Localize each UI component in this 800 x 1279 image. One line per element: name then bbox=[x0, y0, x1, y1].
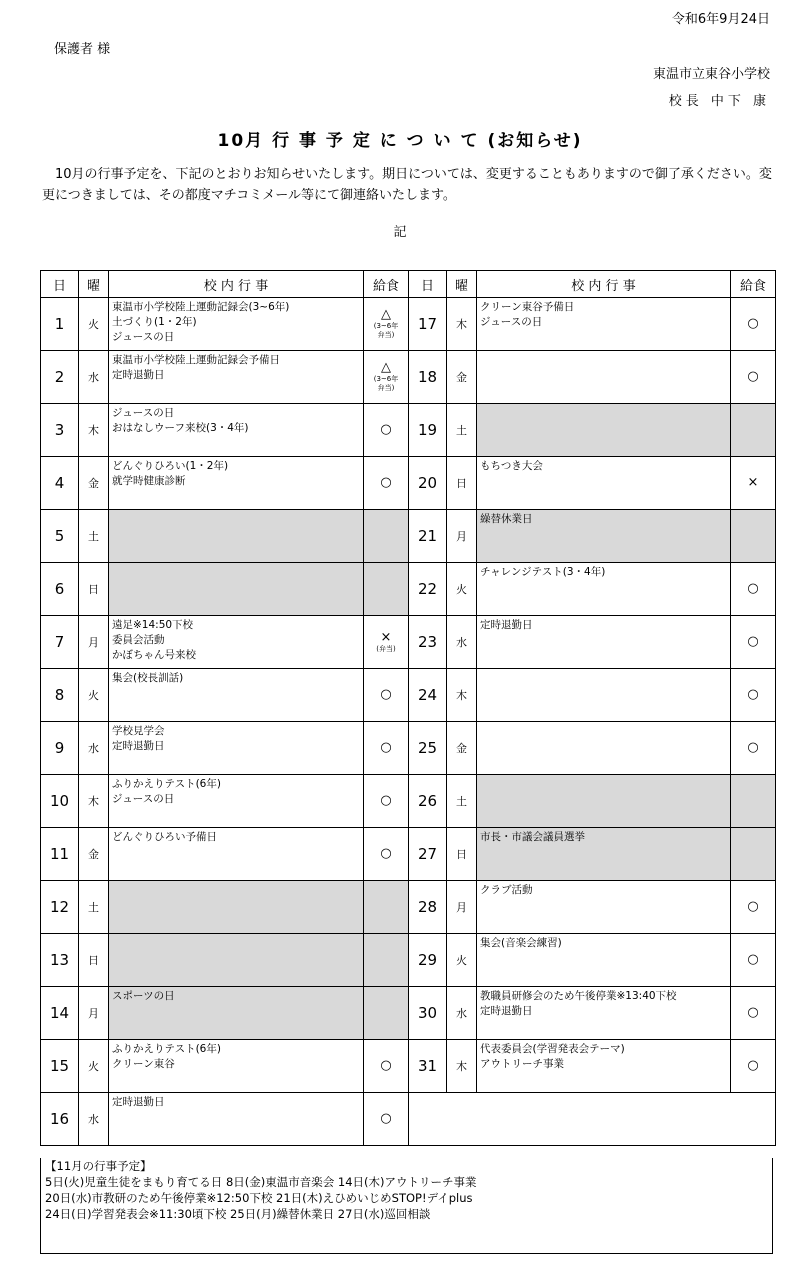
day-of-week: 木 bbox=[447, 1040, 477, 1093]
day-of-week: 日 bbox=[447, 828, 477, 881]
events-cell bbox=[109, 457, 364, 510]
event-item: スポーツの日 bbox=[112, 990, 175, 1002]
events-cell bbox=[109, 934, 364, 987]
event-item: 定時退勤日 bbox=[112, 369, 165, 381]
table-row bbox=[41, 934, 776, 987]
lunch-note: (3~6年 bbox=[373, 322, 399, 330]
event-item: どんぐりひろい(1・2年) bbox=[112, 460, 229, 472]
november-schedule bbox=[40, 1158, 773, 1254]
event-item: もちつき大会 bbox=[480, 460, 543, 472]
recipient: 保護者 様 bbox=[54, 42, 111, 57]
day-number: 29 bbox=[409, 934, 447, 987]
events-cell bbox=[109, 351, 364, 404]
lunch-mark: ○ bbox=[380, 475, 392, 490]
lunch-mark: ○ bbox=[380, 422, 392, 437]
table-row bbox=[41, 351, 776, 404]
lunch-mark: ○ bbox=[747, 581, 759, 596]
lunch-cell bbox=[731, 934, 776, 987]
lunch-cell bbox=[731, 987, 776, 1040]
november-line: 24日(日)学習発表会※11:30頃下校 25日(月)繰替休業日 27日(水)巡回相談 bbox=[45, 1207, 431, 1221]
table-row bbox=[41, 510, 776, 563]
event-item: 土づくり(1・2年) bbox=[112, 316, 197, 328]
lunch-cell bbox=[364, 404, 409, 457]
event-item: 就学時健康診断 bbox=[112, 475, 186, 487]
day-number: 12 bbox=[41, 881, 79, 934]
lunch-cell bbox=[731, 881, 776, 934]
events-cell bbox=[109, 1040, 364, 1093]
october-schedule-table bbox=[40, 270, 776, 1146]
lunch-mark: × bbox=[380, 629, 392, 645]
header-events: 校 内 行 事 bbox=[109, 271, 364, 298]
table-row bbox=[41, 1093, 776, 1146]
lunch-mark: ○ bbox=[747, 316, 759, 331]
day-of-week: 月 bbox=[79, 616, 109, 669]
day-of-week: 月 bbox=[79, 987, 109, 1040]
lunch-mark: ○ bbox=[747, 740, 759, 755]
event-item: 定時退勤日 bbox=[112, 1096, 165, 1108]
lunch-cell bbox=[731, 563, 776, 616]
event-item: クリーン東谷予備日 bbox=[480, 301, 575, 313]
event-item: ふりかえりテスト(6年) bbox=[112, 1043, 221, 1055]
day-number: 16 bbox=[41, 1093, 79, 1146]
event-item: ジュースの日 bbox=[112, 793, 175, 805]
day-number: 14 bbox=[41, 987, 79, 1040]
header-day: 日 bbox=[41, 271, 79, 298]
document-title: 10月 行 事 予 定 に つ い て (お知らせ) bbox=[217, 131, 583, 151]
lunch-cell bbox=[731, 404, 776, 457]
table-row bbox=[41, 1040, 776, 1093]
day-number: 17 bbox=[409, 298, 447, 351]
event-item: ふりかえりテスト(6年) bbox=[112, 778, 221, 790]
day-number: 30 bbox=[409, 987, 447, 1040]
header-lunch: 給食 bbox=[364, 271, 409, 298]
event-item: 代表委員会(学習発表会テーマ) bbox=[480, 1043, 625, 1055]
day-of-week: 木 bbox=[447, 298, 477, 351]
lunch-mark: ○ bbox=[747, 1005, 759, 1020]
day-of-week: 水 bbox=[79, 1093, 109, 1146]
lunch-cell bbox=[364, 563, 409, 616]
lunch-cell bbox=[731, 457, 776, 510]
table-row bbox=[41, 298, 776, 351]
events-cell bbox=[109, 298, 364, 351]
day-number: 9 bbox=[41, 722, 79, 775]
events-cell bbox=[109, 987, 364, 1040]
empty-cell bbox=[409, 1093, 776, 1146]
table-row bbox=[41, 457, 776, 510]
lunch-note: 弁当) bbox=[377, 331, 395, 339]
event-item: 市長・市議会議員選挙 bbox=[480, 831, 585, 843]
day-of-week: 月 bbox=[447, 881, 477, 934]
event-item: 東温市小学校陸上運動記録会予備日 bbox=[112, 354, 280, 366]
event-item: 集会(音楽会練習) bbox=[480, 937, 562, 949]
lunch-cell bbox=[731, 351, 776, 404]
events-cell bbox=[477, 775, 731, 828]
lunch-mark: △ bbox=[381, 307, 391, 322]
lunch-cell bbox=[731, 722, 776, 775]
events-cell bbox=[477, 669, 731, 722]
day-of-week: 木 bbox=[447, 669, 477, 722]
header-lunch: 給食 bbox=[731, 271, 776, 298]
lunch-cell bbox=[731, 510, 776, 563]
events-cell bbox=[477, 1040, 731, 1093]
lunch-cell bbox=[364, 722, 409, 775]
events-cell bbox=[109, 1093, 364, 1146]
lunch-mark: ○ bbox=[747, 634, 759, 649]
november-line: 5日(火)児童生徒をまもり育てる日 8日(金)東温市音楽会 14日(木)アウトリーチ事業 bbox=[45, 1175, 477, 1189]
november-line: 20日(水)市教研のため午後停業※12:50下校 21日(木)えひめいじめSTOP!デイplus bbox=[45, 1191, 473, 1205]
day-number: 11 bbox=[41, 828, 79, 881]
table-row bbox=[41, 563, 776, 616]
day-number: 5 bbox=[41, 510, 79, 563]
event-item: 教職員研修会のため午後停業※13:40下校 bbox=[480, 990, 677, 1002]
lunch-cell bbox=[364, 775, 409, 828]
day-of-week: 水 bbox=[447, 616, 477, 669]
event-item: クラブ活動 bbox=[480, 884, 533, 896]
event-item: おはなしウーフ来校(3・4年) bbox=[112, 422, 249, 434]
header-dow: 曜 bbox=[79, 271, 109, 298]
events-cell bbox=[109, 616, 364, 669]
header-day: 日 bbox=[409, 271, 447, 298]
lunch-mark: ○ bbox=[747, 1058, 759, 1073]
day-of-week: 金 bbox=[447, 722, 477, 775]
events-cell bbox=[109, 722, 364, 775]
table-row bbox=[41, 404, 776, 457]
lunch-mark: ○ bbox=[380, 793, 392, 808]
day-of-week: 土 bbox=[79, 881, 109, 934]
day-number: 13 bbox=[41, 934, 79, 987]
events-cell bbox=[477, 616, 731, 669]
day-of-week: 日 bbox=[79, 563, 109, 616]
day-of-week: 日 bbox=[447, 457, 477, 510]
day-number: 18 bbox=[409, 351, 447, 404]
lunch-cell bbox=[731, 828, 776, 881]
day-of-week: 水 bbox=[447, 987, 477, 1040]
events-cell bbox=[477, 298, 731, 351]
event-item: どんぐりひろい予備日 bbox=[112, 831, 217, 843]
table-row bbox=[41, 616, 776, 669]
lunch-mark: ○ bbox=[380, 740, 392, 755]
lunch-mark: ○ bbox=[380, 846, 392, 861]
event-item: ジュースの日 bbox=[112, 407, 175, 419]
lunch-cell bbox=[364, 669, 409, 722]
day-number: 19 bbox=[409, 404, 447, 457]
events-cell bbox=[477, 404, 731, 457]
lunch-cell bbox=[364, 510, 409, 563]
table-row bbox=[41, 722, 776, 775]
lunch-cell bbox=[364, 881, 409, 934]
events-cell bbox=[477, 987, 731, 1040]
lunch-mark: ○ bbox=[747, 952, 759, 967]
day-of-week: 火 bbox=[447, 563, 477, 616]
event-item: アウトリーチ事業 bbox=[480, 1058, 564, 1070]
day-number: 31 bbox=[409, 1040, 447, 1093]
events-cell bbox=[109, 563, 364, 616]
header-events: 校 内 行 事 bbox=[477, 271, 731, 298]
lunch-note: 弁当) bbox=[377, 384, 395, 392]
day-number: 8 bbox=[41, 669, 79, 722]
event-item: 委員会活動 bbox=[112, 634, 165, 646]
lunch-cell bbox=[364, 351, 409, 404]
day-number: 20 bbox=[409, 457, 447, 510]
events-cell bbox=[477, 828, 731, 881]
table-row bbox=[41, 881, 776, 934]
day-of-week: 水 bbox=[79, 722, 109, 775]
lunch-cell bbox=[731, 616, 776, 669]
table-row bbox=[41, 987, 776, 1040]
day-number: 23 bbox=[409, 616, 447, 669]
day-of-week: 土 bbox=[447, 775, 477, 828]
event-item: かぼちゃん号来校 bbox=[112, 649, 196, 661]
events-cell bbox=[477, 563, 731, 616]
event-item: 東温市小学校陸上運動記録会(3~6年) bbox=[112, 301, 290, 313]
events-cell bbox=[477, 934, 731, 987]
events-cell bbox=[109, 404, 364, 457]
lunch-mark: ○ bbox=[747, 369, 759, 384]
day-of-week: 金 bbox=[447, 351, 477, 404]
day-of-week: 木 bbox=[79, 775, 109, 828]
lunch-cell bbox=[364, 298, 409, 351]
event-item: 定時退勤日 bbox=[480, 1005, 533, 1017]
lunch-mark: ○ bbox=[747, 899, 759, 914]
day-of-week: 日 bbox=[79, 934, 109, 987]
lunch-cell bbox=[364, 934, 409, 987]
event-item: 繰替休業日 bbox=[480, 513, 533, 525]
lunch-mark: △ bbox=[381, 360, 391, 375]
event-item: チャレンジテスト(3・4年) bbox=[480, 566, 606, 578]
day-of-week: 火 bbox=[447, 934, 477, 987]
events-cell bbox=[477, 510, 731, 563]
event-item: 定時退勤日 bbox=[112, 740, 165, 752]
day-number: 10 bbox=[41, 775, 79, 828]
table-row bbox=[41, 775, 776, 828]
lunch-cell bbox=[731, 669, 776, 722]
lunch-cell bbox=[364, 987, 409, 1040]
day-number: 26 bbox=[409, 775, 447, 828]
lunch-note: (弁当) bbox=[376, 644, 396, 653]
event-item: クリーン東谷 bbox=[112, 1058, 175, 1070]
events-cell bbox=[477, 457, 731, 510]
day-of-week: 月 bbox=[447, 510, 477, 563]
event-item: 学校見学会 bbox=[112, 725, 165, 737]
day-of-week: 火 bbox=[79, 298, 109, 351]
day-number: 28 bbox=[409, 881, 447, 934]
lunch-mark: ○ bbox=[747, 687, 759, 702]
lunch-cell bbox=[731, 298, 776, 351]
event-item: 集会(校長訓話) bbox=[112, 672, 184, 684]
day-number: 4 bbox=[41, 457, 79, 510]
header-dow: 曜 bbox=[447, 271, 477, 298]
day-number: 6 bbox=[41, 563, 79, 616]
lunch-mark: ○ bbox=[380, 687, 392, 702]
lunch-cell bbox=[364, 1093, 409, 1146]
intro-paragraph: 10月の行事予定を、下記のとおりお知らせいたします。期日については、変更することもありますので御了承ください。変更につきましては、その都度マチコミメール等にて御連絡いたします。 bbox=[42, 167, 772, 203]
lunch-cell bbox=[731, 775, 776, 828]
event-item: 遠足※14:50下校 bbox=[112, 619, 194, 631]
events-cell bbox=[109, 775, 364, 828]
day-of-week: 火 bbox=[79, 1040, 109, 1093]
day-of-week: 木 bbox=[79, 404, 109, 457]
issue-date: 令和6年9月24日 bbox=[671, 12, 770, 27]
lunch-cell bbox=[364, 828, 409, 881]
event-item: ジュースの日 bbox=[480, 316, 543, 328]
day-number: 25 bbox=[409, 722, 447, 775]
principal-name: 校長 中下 康 bbox=[668, 94, 770, 109]
november-heading: 【11月の行事予定】 bbox=[45, 1159, 152, 1173]
lunch-mark: ○ bbox=[380, 1111, 392, 1126]
day-number: 7 bbox=[41, 616, 79, 669]
ki-mark: 記 bbox=[393, 225, 407, 240]
day-of-week: 火 bbox=[79, 669, 109, 722]
lunch-cell bbox=[364, 616, 409, 669]
day-of-week: 金 bbox=[79, 457, 109, 510]
day-number: 22 bbox=[409, 563, 447, 616]
lunch-cell bbox=[364, 1040, 409, 1093]
event-item: 定時退勤日 bbox=[480, 619, 533, 631]
school-name: 東温市立東谷小学校 bbox=[652, 67, 770, 82]
lunch-note: (3~6年 bbox=[373, 375, 399, 383]
events-cell bbox=[477, 351, 731, 404]
day-number: 2 bbox=[41, 351, 79, 404]
lunch-mark: × bbox=[747, 475, 759, 490]
day-number: 15 bbox=[41, 1040, 79, 1093]
lunch-cell bbox=[731, 1040, 776, 1093]
table-row bbox=[41, 828, 776, 881]
events-cell bbox=[109, 510, 364, 563]
day-of-week: 土 bbox=[79, 510, 109, 563]
day-number: 21 bbox=[409, 510, 447, 563]
day-of-week: 水 bbox=[79, 351, 109, 404]
events-cell bbox=[477, 722, 731, 775]
events-cell bbox=[109, 881, 364, 934]
lunch-mark: ○ bbox=[380, 1058, 392, 1073]
day-number: 1 bbox=[41, 298, 79, 351]
day-number: 27 bbox=[409, 828, 447, 881]
day-of-week: 金 bbox=[79, 828, 109, 881]
events-cell bbox=[477, 881, 731, 934]
lunch-cell bbox=[364, 457, 409, 510]
day-number: 24 bbox=[409, 669, 447, 722]
events-cell bbox=[109, 828, 364, 881]
day-of-week: 土 bbox=[447, 404, 477, 457]
events-cell bbox=[109, 669, 364, 722]
table-header-row bbox=[41, 271, 776, 298]
day-number: 3 bbox=[41, 404, 79, 457]
table-row bbox=[41, 669, 776, 722]
event-item: ジュースの日 bbox=[112, 331, 175, 343]
